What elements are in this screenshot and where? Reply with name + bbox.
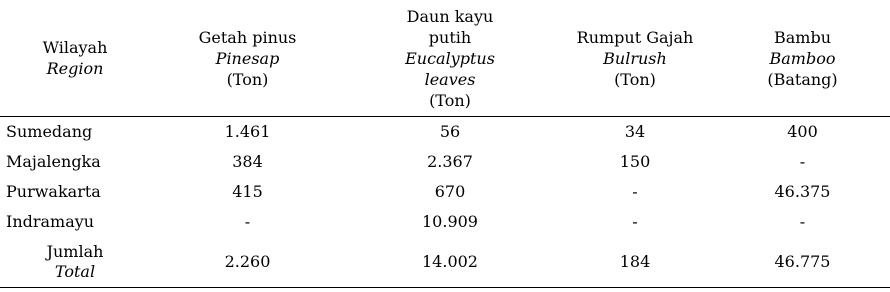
total-eucalyptus-cell: 14.002 [422, 252, 478, 271]
bamboo-cell: - [799, 152, 806, 171]
pinesap-cell: 384 [232, 152, 263, 171]
header-pinesap-label: Getah pinus [198, 27, 297, 47]
eucalyptus-cell: 10.909 [422, 212, 478, 231]
header-bulrush-unit: (Ton) [614, 69, 656, 89]
total-pinesap-cell: 2.260 [224, 252, 271, 271]
header-eucalyptus-label-1: Daun kayu [406, 6, 494, 26]
region-cell: Purwakarta [6, 182, 101, 201]
bulrush-cell: 34 [624, 122, 646, 141]
header-bamboo [715, 0, 890, 117]
header-pinesap-unit: (Ton) [226, 69, 269, 89]
header-eucalyptus-label-2: putih [428, 27, 472, 47]
region-cell: Sumedang [6, 122, 93, 141]
header-pinesap [150, 0, 345, 117]
header-region-label: Wilayah [42, 38, 108, 57]
header-eucalyptus [345, 0, 555, 117]
header-bulrush-label: Rumput Gajah [576, 27, 694, 47]
total-bamboo-cell: 46.775 [774, 252, 831, 271]
pinesap-cell: - [244, 212, 251, 231]
header-bamboo-unit: (Batang) [767, 69, 838, 89]
table-row [0, 207, 890, 237]
header-eucalyptus-label-en-1: Eucalyptus [405, 48, 495, 68]
total-label-en: Total [54, 262, 96, 281]
total-bulrush-cell: 184 [619, 252, 651, 271]
bulrush-cell: - [632, 212, 638, 231]
header-eucalyptus-label-en-2: leaves [424, 69, 476, 89]
total-label: Jumlah [46, 242, 104, 261]
header-bamboo-label: Bambu [773, 27, 831, 47]
header-bulrush [555, 0, 715, 117]
total-row [0, 237, 890, 288]
bulrush-cell: 150 [619, 152, 651, 171]
bulrush-cell: - [632, 182, 638, 201]
header-pinesap-label-en: Pinesap [215, 48, 280, 68]
header-bamboo-label-en: Bamboo [769, 48, 836, 68]
header-bulrush-label-en: Bulrush [603, 48, 667, 68]
table-row [0, 177, 890, 207]
pinesap-cell: 1.461 [224, 122, 271, 141]
region-cell: Majalengka [6, 152, 101, 171]
table-row [0, 117, 890, 148]
bamboo-cell: 46.375 [774, 182, 831, 201]
table-row [0, 147, 890, 177]
eucalyptus-cell: 56 [439, 122, 461, 141]
region-cell: Indramayu [6, 212, 95, 231]
eucalyptus-cell: 670 [434, 182, 466, 201]
header-region-label-en: Region [46, 59, 104, 78]
total-label-cell [0, 237, 150, 288]
header-row [0, 0, 890, 117]
header-eucalyptus-unit: (Ton) [429, 90, 471, 110]
eucalyptus-cell: 2.367 [427, 152, 473, 171]
bamboo-cell: - [799, 212, 806, 231]
bamboo-cell: 400 [787, 122, 818, 141]
pinesap-cell: 415 [232, 182, 263, 201]
header-region [0, 0, 150, 117]
